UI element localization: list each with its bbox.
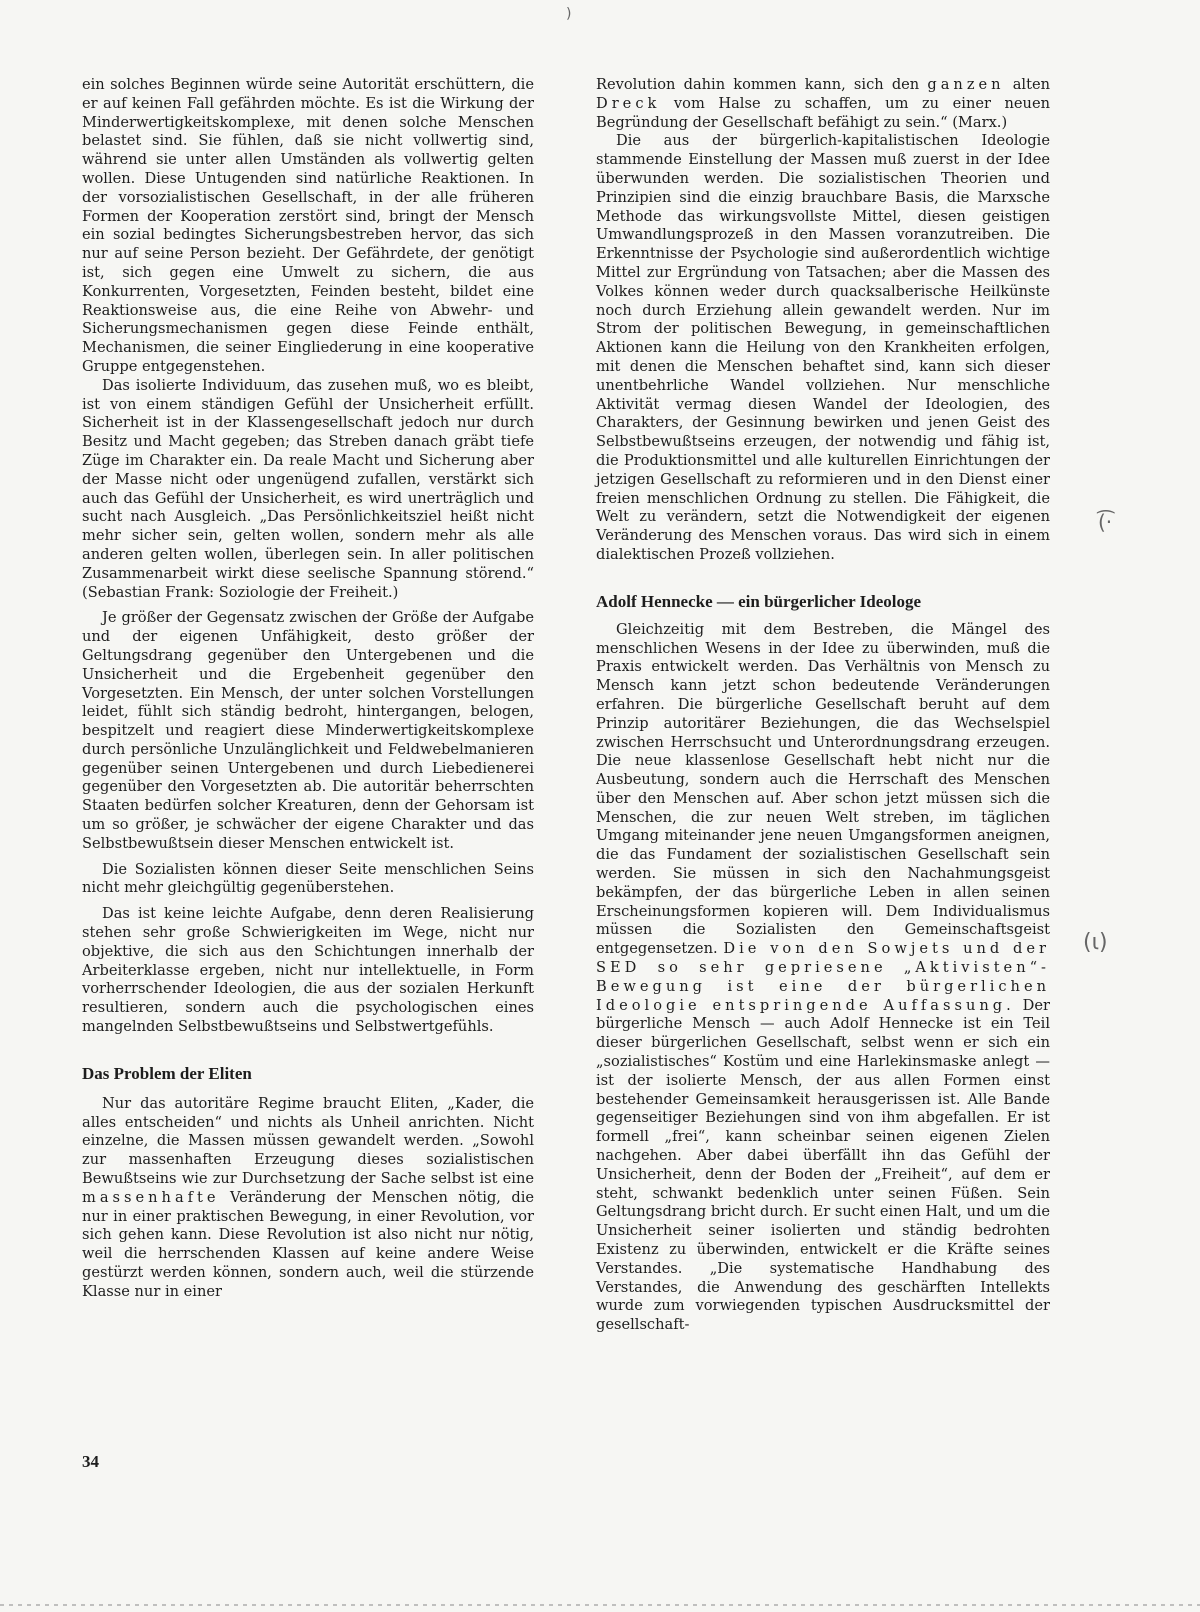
text-run: Veränderung der Menschen nötig, die nur in einer praktischen Bewegung, in einer Revolution, vor sich gehen kann. Diese Revolution ist also nicht nur nötig, weil die herrschenden Klassen auf keine andere Weise gestürzt werden können, sondern auch, weil die stürzende Klasse nur in einer [82,1188,535,1300]
text-run: Der bürgerliche Mensch — auch Adolf Hennecke ist ein Teil dieser bürgerlichen Gesellschaft, selbst wenn er sich ein „sozialistisches“ Kostüm und eine Harlekinsmaske anlegt — ist der isolierte Mensch, der aus allen Formen einst bestehender Gemeinsamkeit herausgerissen ist. Alle Bande gegenseitiger Beziehungen sind von ihm abgefallen. Er ist formell „frei“, kann scheinbar seinen eigenen Zielen nachgehen. Aber dabei überfällt ihn das Gefühl der Unsicherheit, denn der Boden der „Freiheit“, auf dem er steht, schwankt bedenklich unter seinen Füßen. Sein Geltungsdrang bricht durch. Er sucht einen Halt, und um die Unsicherheit seiner isolierten und ständig bedrohten Existenz zu überwinden, entwickelt er die Kräfte seines Verstandes. „Die systematische Handhabung des Verstandes, die Anwendung des geschärften Intellekts wurde zum vorwiegenden typischen Ausdrucksmittel der gesellschaft- [596,996,1050,1334]
spaced-text: ganzen [927,76,1005,93]
text-run: vom Halse zu schaffen, um zu einer neuen Begründung der Gesellschaft befähigt zu sein.“ (Marx.) [596,94,1050,131]
spaced-text: Die von den Sowjets und der SED so sehr gepriesene „Aktivisten“-Bewegung ist eine der bürgerlichen Ideologie entspringende Auffassung. [596,940,1050,1014]
right-column [596,76,1050,1335]
section-heading: Das Problem der Eliten [82,1063,252,1083]
margin-mark: (͡· [1098,510,1113,534]
paragraph: Das ist keine leichte Aufgabe, denn deren Realisierung stehen sehr große Schwierigkeiten im Wege, nicht nur objektive, die sich aus den Schichtungen innerhalb der Arbeiterklasse ergeben, nicht nur intellektuelle, in Form vorherrschender Ideologien, die aus der sozialen Herkunft resultieren, sondern auch die psychologischen eines mangelnden Selbstbewußtseins und Selbstwertgefühls. [82,905,534,1036]
scan-edge-line [0,1604,1200,1606]
paragraph: Je größer der Gegensatz zwischen der Größe der Aufgabe und der eigenen Unfähigkeit, desto größer der Geltungsdrang gegenüber den Untergebenen und die Unsicherheit und die Ergebenheit gegenüber den Vorgesetzten. Ein Mensch, der unter solchen Vorstellungen leidet, fühlt sich ständig bedroht, hintergangen, belogen, bespitzelt und reagiert diese Minderwertigkeitskomplexe durch persönliche Unzulänglichkeit und Feldwebelmanieren gegenüber seinen Untergebenen und durch Liebedienerei gegenüber den Vorgesetzten ab. Die autoritär beherrschten Staaten bedürfen solcher Kreaturen, denn der Gehorsam ist um so größer, je schwächer der eigene Charakter und das Selbstbewußtsein dieser Menschen entwickelt ist. [82,609,534,852]
margin-mark: ) [566,6,572,22]
left-column [82,76,534,1302]
text-run: Nur das autoritäre Regime braucht Eliten, „Kader, die alles entscheiden“ und nichts als Unheil anrichten. Nicht einzelne, die Massen müssen gewandelt werden. „Sowohl zur massenhaften Erzeugung dieses sozialistischen Bewußtseins wie zur Durchsetzung der Sache selbst ist eine [82,1094,534,1188]
text-run: alten [1012,76,1051,93]
text-run: Revolution dahin kommen kann, sich den [596,76,920,93]
paragraph: Die Sozialisten können dieser Seite menschlichen Seins nicht mehr gleichgültig gegenüberstehen. [82,860,534,897]
paragraph [596,621,1050,1335]
section-heading: Adolf Hennecke — ein bürgerlicher Ideologe [596,591,922,611]
text-run: Gleichzeitig mit dem Bestreben, die Mängel des menschlichen Wesens in der Idee zu überwinden, muß die Praxis entwickelt werden. Das Verhältnis von Mensch zu Mensch kann jetzt schon bedeutende Veränderungen erfahren. Die bürgerliche Gesellschaft beruht auf dem Prinzip autoritärer Beziehungen, die das Wechselspiel zwischen Herrschsucht und Unterordnungsdrang erzeugen. Die neue klassenlose Gesellschaft hebt nicht nur die Ausbeutung, sondern auch die Herrschaft des Menschen über den Menschen auf. Aber schon jetzt müssen sich die Menschen, die zur neuen Welt streben, im täglichen Umgang miteinander jene neuen Umgangsformen aneignen, die das Fundament der sozialistischen Gesellschaft sein werden. Sie müssen in sich den Nachahmungsgeist bekämpfen, der das bürgerliche Leben in allen seinen Erscheinungsformen kopieren will. Dem Individualismus müssen die Sozialisten den Gemeinschaftsgeist entgegensetzen. [596,620,1050,958]
paragraph: Die aus der bürgerlich-kapitalistischen Ideologie stammende Einstellung der Massen muß zuerst in der Idee überwunden werden. Die sozialistischen Theorien und Prinzipien sind die einzig brauchbare Basis, die Marxsche Methode das wirkungsvollste Mittel, diesen geistigen Umwandlungsprozeß in den Massen voranzutreiben. Die Erkenntnisse der Psychologie sind außerordentlich wichtige Mittel zur Ergründung von Tatsachen; aber die Massen des Volkes können weder durch quacksalberische Heilkünste noch durch Erziehung allein gewandelt werden. Nur im Strom der politischen Bewegung, in gemeinschaftlichen Aktionen kann die Heilung von den Krankheiten erfolgen, mit denen die Menschen behaftet sind, kann sich dieser unentbehrliche Wandel vollziehen. Nur menschliche Aktivität vermag diesen Wandel der Ideologien, des Charakters, der Gesinnung bewirken und jenen Geist des Selbstbewußtseins erzeugen, der notwendig und fähig ist, die Produktionsmittel und alle kulturellen Einrichtungen der jetzigen Gesellschaft zu reformieren und in den Dienst einer freien menschlichen Ordnung zu stellen. Die Fähigkeit, die Welt zu verändern, setzt die Notwendigkeit der eigenen Veränderung des Menschen voraus. Das wird sich in einem dialektischen Prozeß vollziehen. [596,132,1050,563]
page-number: 34 [82,1452,99,1471]
spaced-text: massenhafte [82,1188,220,1206]
spaced-text: Dreck [596,94,661,112]
margin-mark: (ι) [1083,930,1108,955]
paragraph: ein solches Beginnen würde seine Autorität erschüttern, die er auf keinen Fall gefährden möchte. Es ist die Wirkung der Minderwertigkeitskomplexe, mit denen solche Menschen belastet sind. Sie fühlen, daß sie nicht vollwertig sind, während sie unter allen Umständen als vollwertig gelten wollen. Diese Untugenden sind natürliche Reaktionen. In der vorsozialistischen Gesellschaft, in der alle früheren Formen der Kooperation zerstört sind, bringt der Mensch ein sozial bedingtes Sicherungsbestreben hervor, das sich nur auf seine Person bezieht. Der Gefährdete, der genötigt ist, sich gegen eine Umwelt zu sichern, die aus Konkurrenten, Vorgesetzten, Feinden besteht, bildet eine Reaktionsweise aus, die eine Reihe von Abwehr- und Sicherungsmechanismen gegen diese Feinde enthält, Mechanismen, die seiner Eingliederung in eine kooperative Gruppe entgegenstehen. [82,76,534,375]
paragraph [82,1095,534,1302]
paragraph [596,76,1050,132]
paragraph: Das isolierte Individuum, das zusehen muß, wo es bleibt, ist von einem ständigen Gefühl der Unsicherheit erfüllt. Sicherheit ist in der Klassengesellschaft jedoch nur durch Besitz und Macht gegeben; das Streben danach gräbt tiefe Züge im Charakter ein. Da reale Macht und Sicherung aber der Masse nicht oder ungenügend zufallen, verstärkt sich auch das Gefühl der Unsicherheit, es wird unerträglich und sucht nach Ausgleich. „Das Persönlichkeitsziel heißt nicht mehr sicher sein, gelten wollen, sondern mehr als alle anderen gelten wollen, überlegen sein. In aller politischen Zusammenarbeit wirkt diese seelische Spannung störend.“ (Sebastian Frank: Soziologie der Freiheit.) [82,376,534,601]
